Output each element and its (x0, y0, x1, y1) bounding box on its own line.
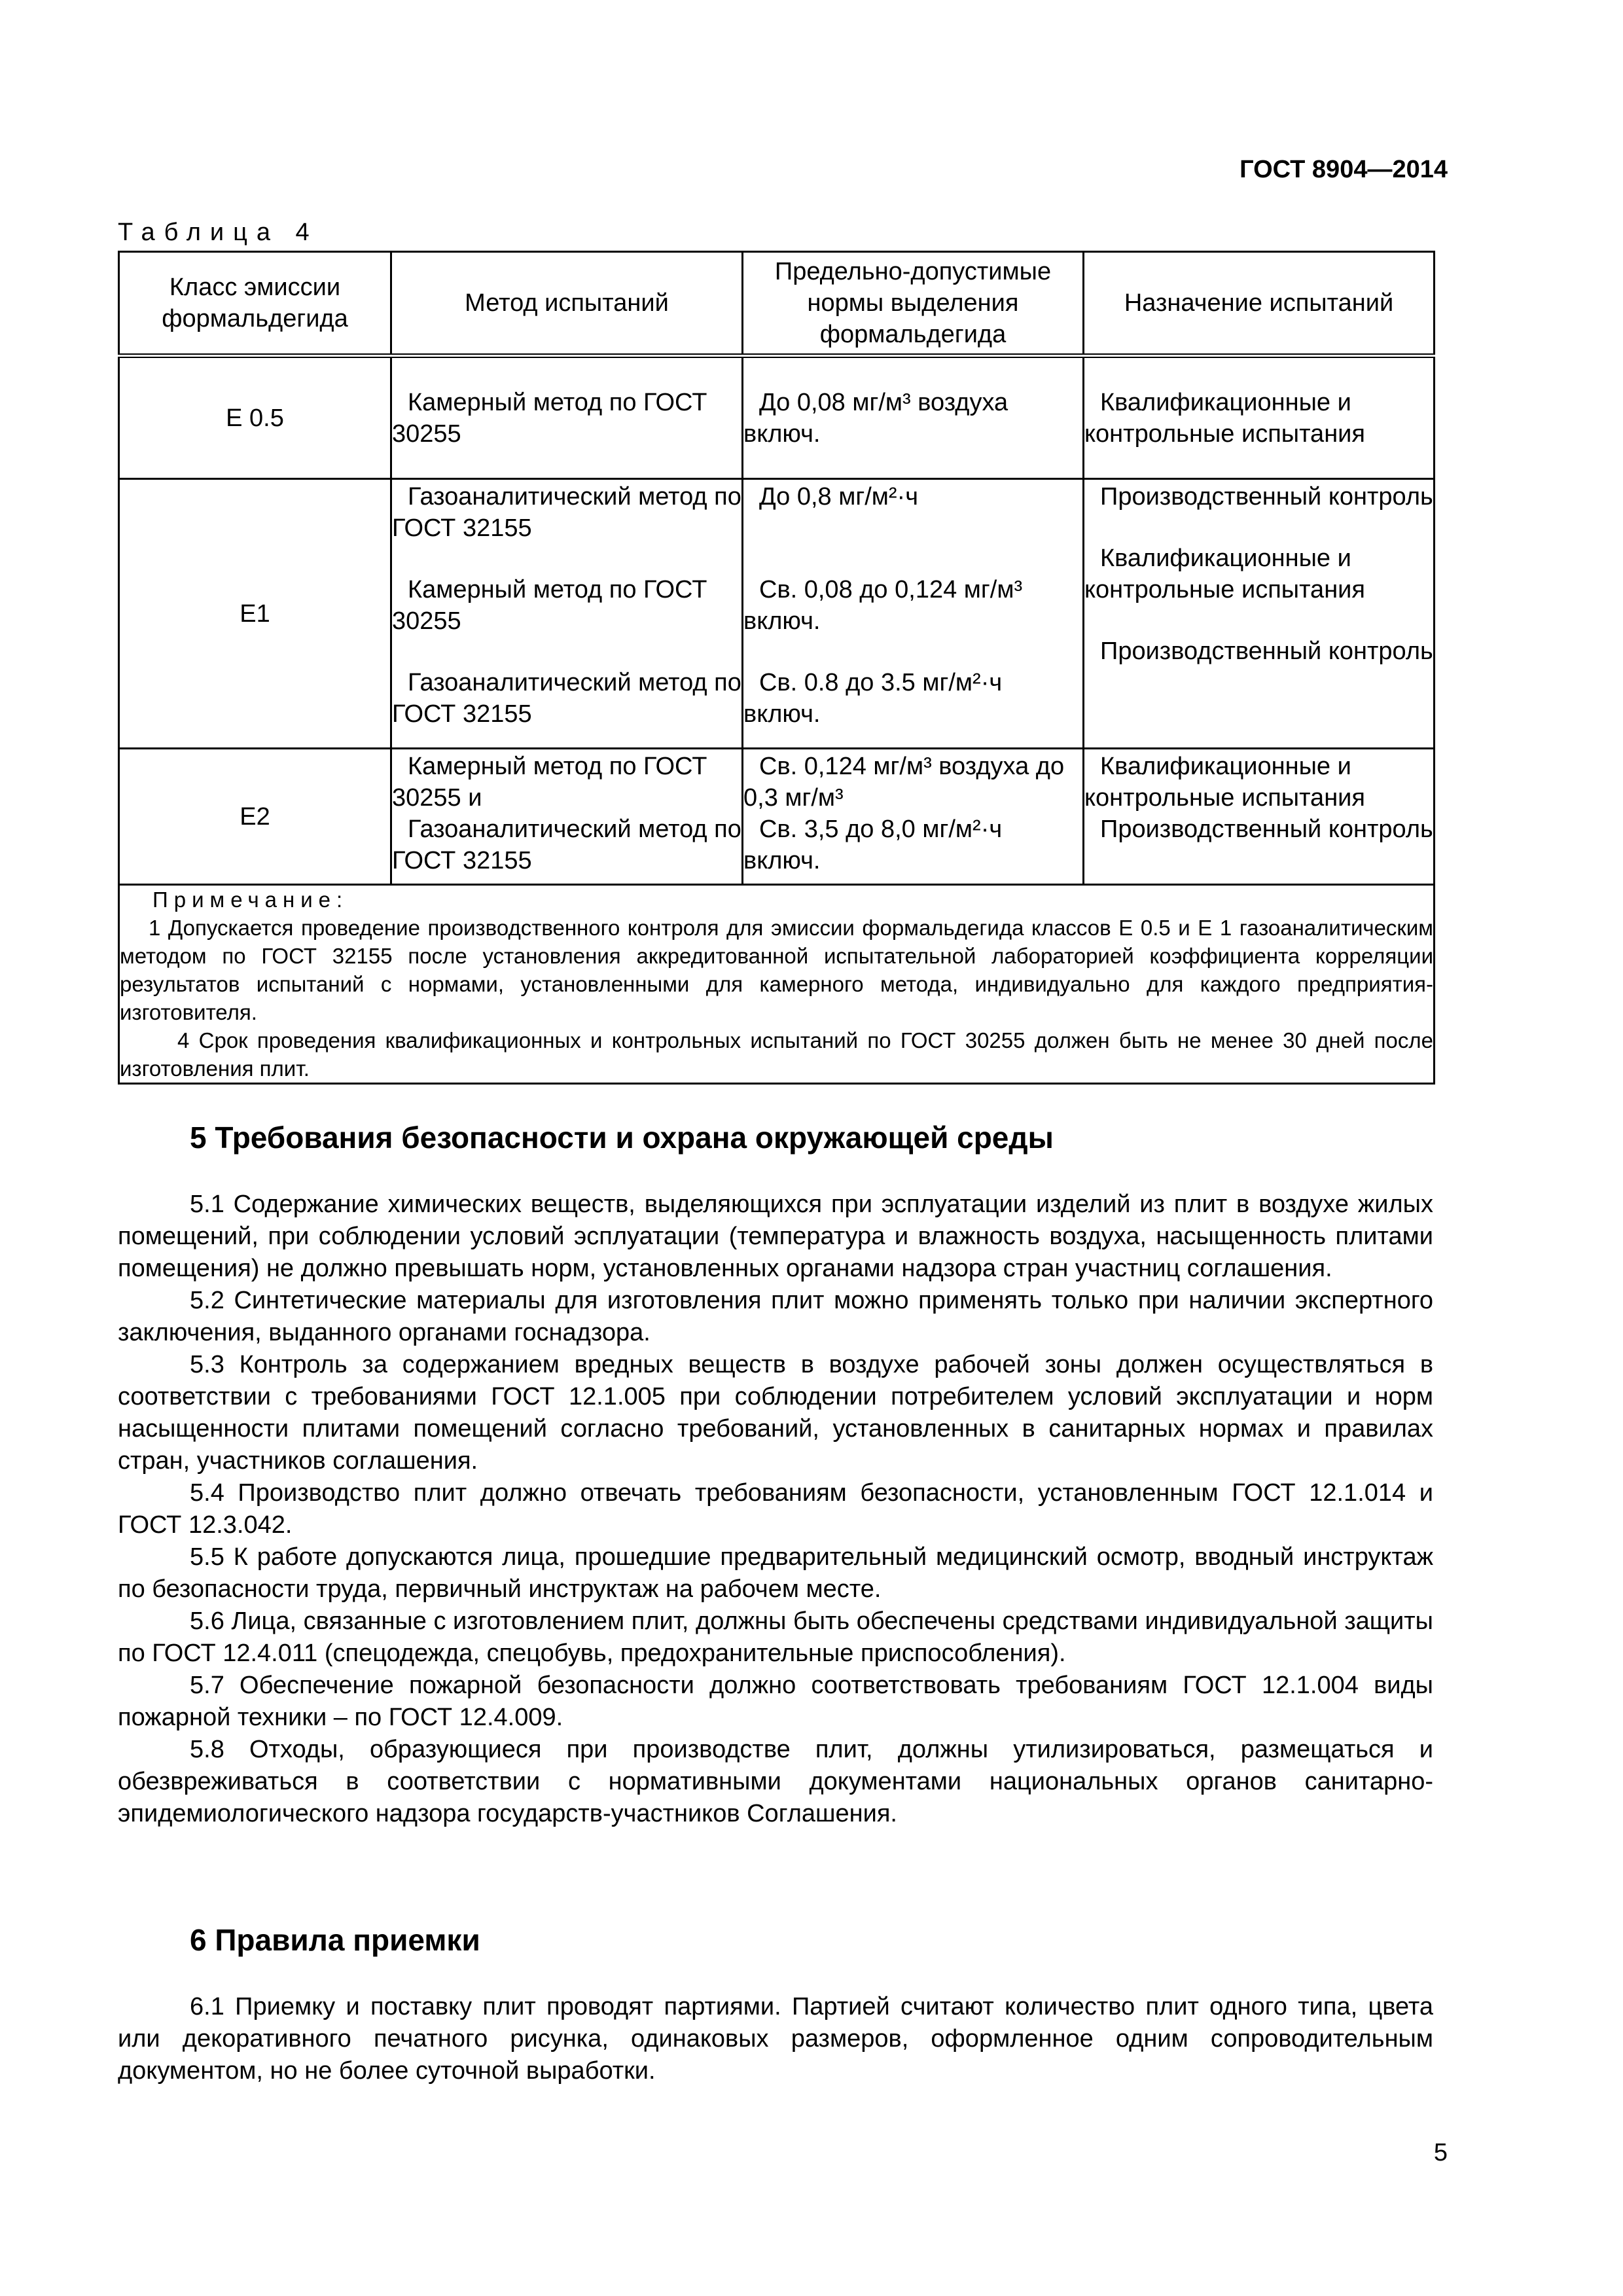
paragraph: 5.3 Контроль за содержанием вредных веществ в воздухе рабочей зоны должен осуществляться в соответствии с требованиями ГОСТ 12.1.005 при соблюдении потребителем условий эксплуатации и норм насыщенности плитами помещений согласно требований, установленных в санитарных нормах и правилах стран, участников соглашения. (118, 1351, 1433, 1475)
method-text: Газоаналитический метод по ГОСТ 32155 (392, 483, 741, 542)
section-5-body (118, 1189, 1433, 1830)
purpose-text: Производственный контроль (1100, 816, 1433, 843)
purpose-text: Квалификационные и контрольные испытания (1084, 389, 1365, 448)
section-6-title: 6 Правила приемки (190, 1923, 480, 1957)
paragraph: 5.5 К работе допускаются лица, прошедшие предварительный медицинский осмотр, вводный инструктаж по безопасности труда, первичный инструктаж на рабочем месте. (118, 1543, 1433, 1603)
paragraph: 5.4 Производство плит должно отвечать требованиям безопасности, установленным ГОСТ 12.1.014 и ГОСТ 12.3.042. (118, 1479, 1433, 1539)
header-class: Класс эмиссии формальдегида (119, 252, 391, 356)
header-norm: Предельно-допустимые нормы выделения формальдегида (743, 252, 1084, 356)
page-number: 5 (1433, 2139, 1448, 2166)
table-header-row (119, 252, 1435, 356)
purpose-text: Производственный контроль (1100, 483, 1433, 511)
section-6-body (118, 1991, 1433, 2087)
table-row (119, 749, 1435, 885)
norm-text: Св. 3,5 до 8,0 мг/м²·ч включ. (743, 816, 1003, 874)
paragraph: 5.7 Обеспечение пожарной безопасности должно соответствовать требованиям ГОСТ 12.1.004 виды пожарной техники – по ГОСТ 12.4.009. (118, 1672, 1433, 1731)
paragraph: 5.1 Содержание химических веществ, выделяющихся при эсплуатации изделий из плит в воздухе жилых помещений, при соблюдении условий эсплуатации (температура и влажность воздуха, насыщенность плитами помещения) не должно превышать норм, установленных органами надзора стран участниц соглашения. (118, 1191, 1433, 1282)
paragraph: 5.6 Лица, связанные с изготовлением плит, должны быть обеспечены средствами индивидуальной защиты по ГОСТ 12.4.011 (спецодежда, спецобувь, предохранительные приспособления). (118, 1607, 1433, 1667)
method-text: Газоаналитический метод по ГОСТ 32155 (392, 816, 741, 874)
table-row (119, 479, 1435, 749)
table-notes-row (119, 885, 1435, 1084)
paragraph: 5.8 Отходы, образующиеся при производстве плит, должны утилизироваться, размещаться и обезвреживаться в соответствии с нормативными документами национальных органов санитарно-эпидемиологического надзора государств-участников Соглашения. (118, 1736, 1433, 1827)
paragraph: 5.2 Синтетические материалы для изготовления плит можно применять только при наличии экспертного заключения, выданного органами госнадзора. (118, 1287, 1433, 1346)
purpose-text: Производственный контроль (1100, 637, 1433, 665)
norm-text: До 0,8 мг/м²·ч (759, 483, 919, 511)
table-row (119, 356, 1435, 479)
document-id: ГОСТ 8904—2014 (1240, 156, 1448, 183)
header-purpose: Назначение испытаний (1084, 252, 1435, 356)
header-method: Метод испытаний (391, 252, 743, 356)
class-cell: Е1 (119, 479, 391, 749)
note-item: 1 Допускается проведение производственного контроля для эмиссии формальдегида классов Е 0.5 и Е 1 газоаналитическим методом по ГОСТ 32155 после установления аккредитованной испытательной лабораторией коэффициента корреляции результатов испытаний с нормами, установленными для камерного метода, индивидуально для каждого предприятия-изготовителя. (120, 916, 1433, 1024)
note-heading: Примечание: (152, 888, 349, 912)
method-text: Газоаналитический метод по ГОСТ 32155 (392, 669, 741, 728)
paragraph: 6.1 Приемку и поставку плит проводят партиями. Партией считают количество плит одного типа, цвета или декоративного печатного рисунка, одинаковых размеров, оформленное одним сопроводительным документом, но не более суточной выработки. (118, 1993, 1433, 2085)
table-caption: Таблица 4 (118, 219, 319, 246)
purpose-text: Квалификационные и контрольные испытания (1084, 545, 1365, 603)
section-5-title: 5 Требования безопасности и охрана окружающей среды (190, 1121, 1054, 1155)
purpose-text: Квалификационные и контрольные испытания (1084, 753, 1365, 812)
norm-text: Св. 0,124 мг/м³ воздуха до 0,3 мг/м³ (743, 753, 1065, 812)
norm-text: Св. 0.8 до 3.5 мг/м²·ч включ. (743, 669, 1003, 728)
class-cell: Е2 (119, 749, 391, 885)
norm-text: Св. 0,08 до 0,124 мг/м³ включ. (743, 576, 1023, 635)
emission-table (118, 251, 1435, 1085)
norm-text: До 0,08 мг/м³ воздуха включ. (743, 389, 1008, 448)
method-text: Камерный метод по ГОСТ 30255 (392, 576, 707, 635)
class-cell: Е 0.5 (119, 356, 391, 479)
method-text: Камерный метод по ГОСТ 30255 (392, 389, 707, 448)
method-text: Камерный метод по ГОСТ 30255 и (392, 753, 707, 812)
note-item: 4 Срок проведения квалификационных и контрольных испытаний по ГОСТ 30255 должен быть не менее 30 дней после изготовления плит. (120, 1028, 1433, 1081)
